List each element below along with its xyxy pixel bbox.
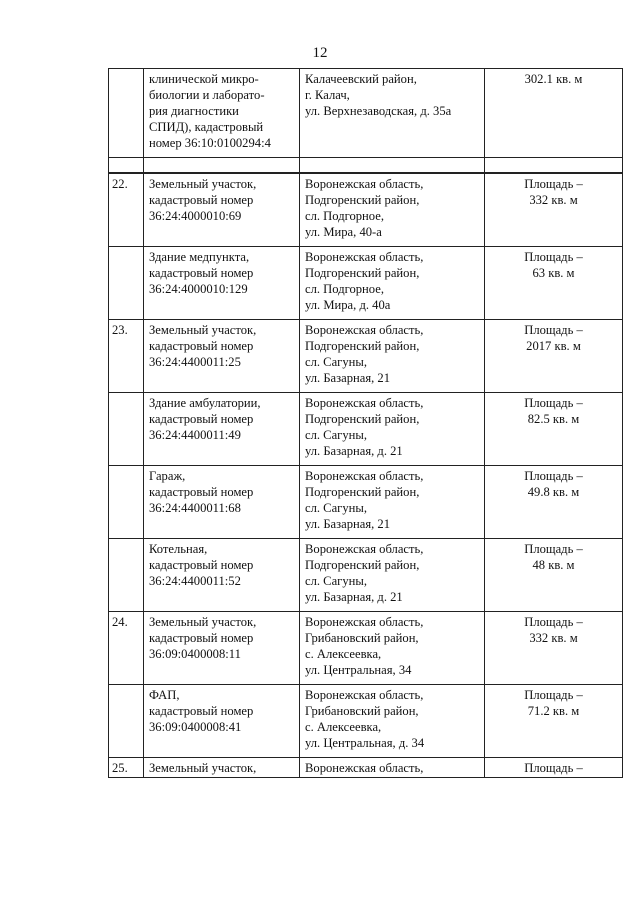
row-number: 24. <box>109 612 144 685</box>
table-row <box>109 539 623 612</box>
table-row <box>109 393 623 466</box>
row-number: 25. <box>109 758 144 778</box>
property-table <box>108 68 623 778</box>
object-address: Воронежская область, Подгоренский район, сл. Сагуны, ул. Базарная, 21 <box>300 320 485 393</box>
table-row <box>109 247 623 320</box>
object-area: Площадь – 2017 кв. м <box>485 320 623 393</box>
row-number <box>109 393 144 466</box>
table-row <box>109 320 623 393</box>
table-row <box>109 466 623 539</box>
object-area: Площадь – <box>485 758 623 778</box>
object-address: Воронежская область, Грибановский район, с. Алексеевка, ул. Центральная, д. 34 <box>300 685 485 758</box>
object-address: Воронежская область, Подгоренский район, сл. Сагуны, ул. Базарная, д. 21 <box>300 393 485 466</box>
object-area: 302.1 кв. м <box>485 69 623 158</box>
object-description: Земельный участок, кадастровый номер 36:24:4000010:69 <box>144 173 300 247</box>
table-row <box>109 69 623 158</box>
row-number <box>109 466 144 539</box>
object-area: Площадь – 48 кв. м <box>485 539 623 612</box>
table-row <box>109 612 623 685</box>
row-number: 22. <box>109 173 144 247</box>
object-description: Земельный участок, кадастровый номер 36:24:4400011:25 <box>144 320 300 393</box>
object-address: Воронежская область, Подгоренский район, сл. Сагуны, ул. Базарная, д. 21 <box>300 539 485 612</box>
object-description: Земельный участок, <box>144 758 300 778</box>
object-address: Воронежская область, Подгоренский район, сл. Подгорное, ул. Мира, д. 40а <box>300 247 485 320</box>
object-description: ФАП, кадастровый номер 36:09:0400008:41 <box>144 685 300 758</box>
object-address: Воронежская область, Грибановский район, с. Алексеевка, ул. Центральная, 34 <box>300 612 485 685</box>
object-address: Калачеевский район, г. Калач, ул. Верхнезаводская, д. 35а <box>300 69 485 158</box>
object-area: Площадь – 82.5 кв. м <box>485 393 623 466</box>
object-area: Площадь – 332 кв. м <box>485 173 623 247</box>
table-row <box>109 173 623 247</box>
row-number <box>109 69 144 158</box>
object-address: Воронежская область, Подгоренский район, сл. Подгорное, ул. Мира, 40-а <box>300 173 485 247</box>
row-number: 23. <box>109 320 144 393</box>
row-number <box>109 685 144 758</box>
object-description: Здание амбулатории, кадастровый номер 36:24:4400011:49 <box>144 393 300 466</box>
object-area: Площадь – 71.2 кв. м <box>485 685 623 758</box>
object-description: клинической микро- биологии и лаборато- рия диагностики СПИД), кадастровый номер 36:10:0100294:4 <box>144 69 300 158</box>
table-row <box>109 758 623 778</box>
object-address: Воронежская область, Подгоренский район, сл. Сагуны, ул. Базарная, 21 <box>300 466 485 539</box>
row-number <box>109 539 144 612</box>
object-description: Земельный участок, кадастровый номер 36:09:0400008:11 <box>144 612 300 685</box>
row-number <box>109 247 144 320</box>
object-description: Здание медпункта, кадастровый номер 36:24:4000010:129 <box>144 247 300 320</box>
object-area: Площадь – 63 кв. м <box>485 247 623 320</box>
object-area: Площадь – 49.8 кв. м <box>485 466 623 539</box>
page-number: 12 <box>312 45 328 61</box>
object-address: Воронежская область, <box>300 758 485 778</box>
object-area: Площадь – 332 кв. м <box>485 612 623 685</box>
object-description: Котельная, кадастровый номер 36:24:4400011:52 <box>144 539 300 612</box>
table-row <box>109 685 623 758</box>
row-separator <box>109 158 623 174</box>
object-description: Гараж, кадастровый номер 36:24:4400011:68 <box>144 466 300 539</box>
